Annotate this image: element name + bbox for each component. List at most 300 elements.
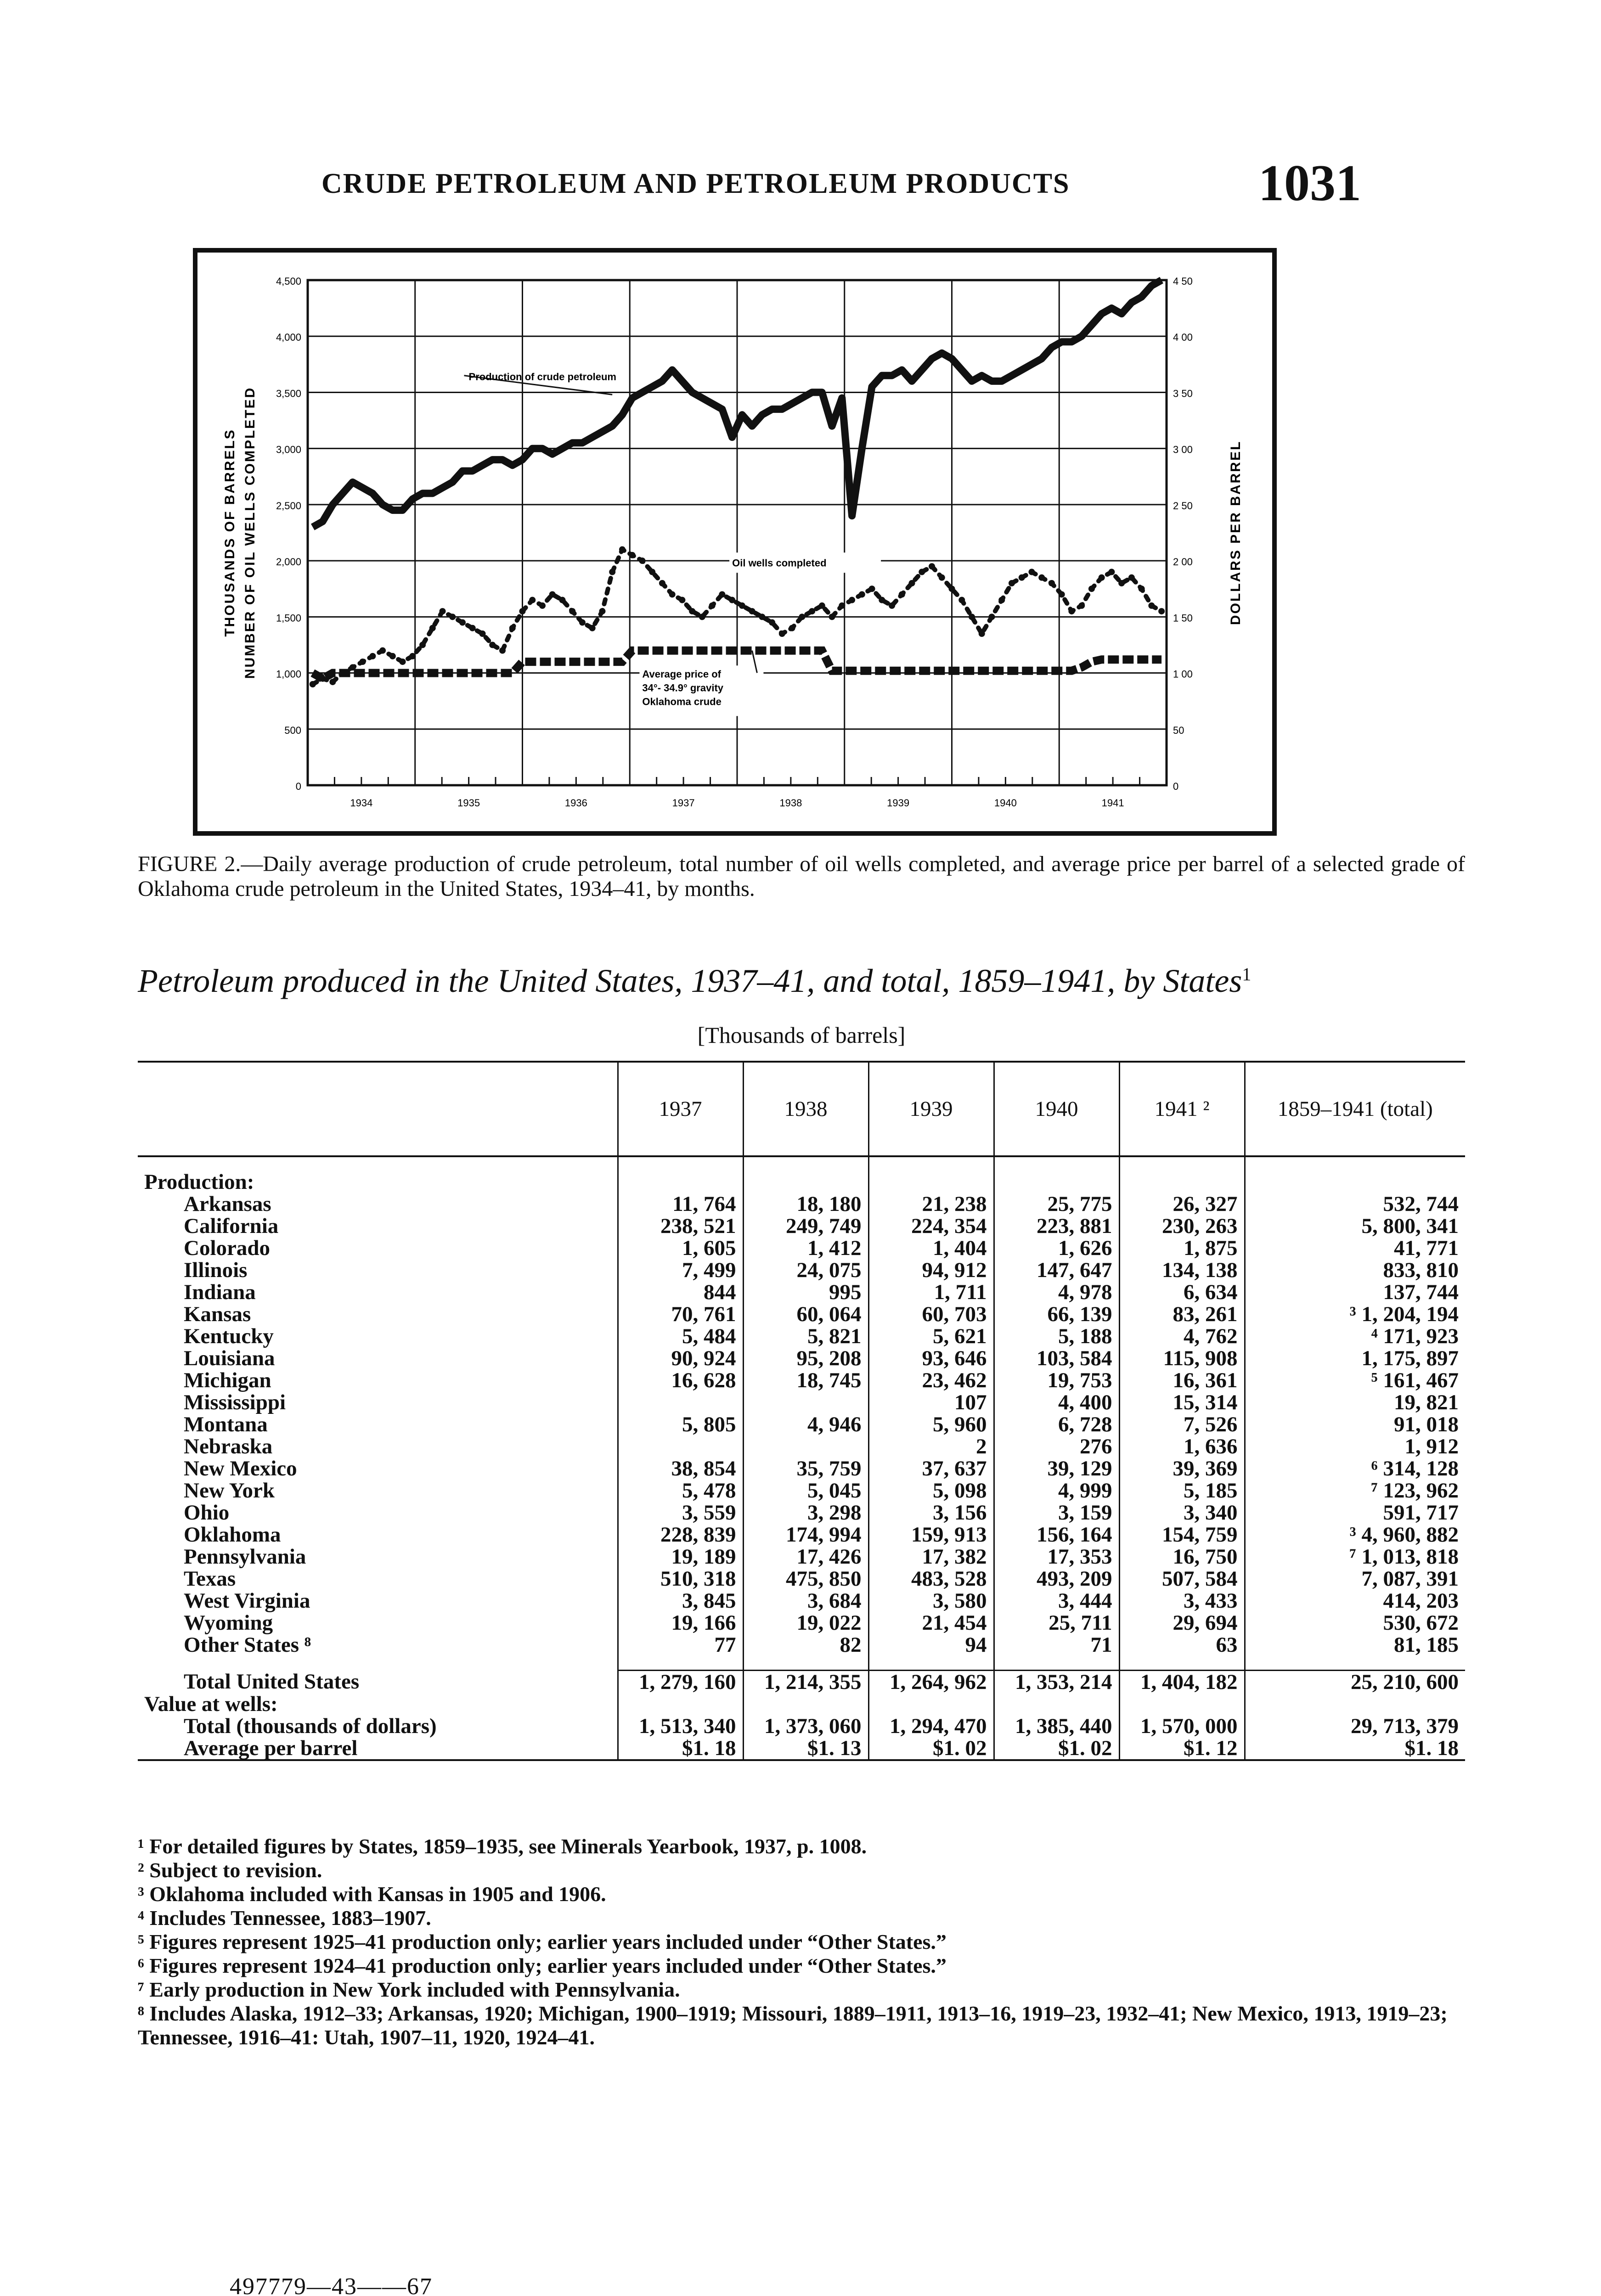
cell-value: 41, 771	[1245, 1237, 1465, 1259]
footnote: ² Subject to revision.	[138, 1858, 322, 1882]
row-label-state: Ohio	[184, 1501, 230, 1525]
series-wells-point	[679, 597, 685, 603]
table-title	[138, 962, 1465, 1000]
left-tick-label: 0	[295, 781, 301, 792]
table-row	[138, 1458, 1465, 1480]
annotation-wells: Oil wells completed	[732, 557, 827, 569]
table-row	[138, 1480, 1465, 1502]
cell-value: 19, 022	[743, 1612, 868, 1634]
left-tick-label: 4,500	[276, 276, 301, 287]
series-wells-point	[929, 563, 935, 569]
right-tick-label: 2 50	[1173, 500, 1193, 512]
series-wells-point	[609, 569, 615, 575]
series-wells-point	[440, 608, 446, 614]
cell-value: ³ 4, 960, 882	[1245, 1524, 1465, 1546]
series-wells-point	[1139, 585, 1145, 592]
table-row	[138, 1215, 1465, 1237]
series-wells-point	[1059, 591, 1065, 597]
table-row	[138, 1546, 1465, 1568]
cell-value: ³ 1, 204, 194	[1245, 1303, 1465, 1325]
series-wells-point	[649, 569, 655, 575]
series-wells-point	[889, 602, 895, 609]
cell-value: 530, 672	[1245, 1612, 1465, 1634]
cell-value: ⁷ 123, 962	[1245, 1480, 1465, 1502]
series-wells-point	[559, 597, 565, 603]
row-label-state: Mississippi	[184, 1390, 286, 1414]
cell-value: 475, 850	[743, 1568, 868, 1590]
footnote: ⁵ Figures represent 1925–41 production only; earlier years included under “Other States.”	[138, 1930, 947, 1953]
cell-value: 1, 279, 160	[618, 1671, 743, 1694]
cell-value: 60, 703	[868, 1303, 994, 1325]
cell-value: 17, 382	[868, 1546, 994, 1568]
left-tick-label: 2,500	[276, 500, 301, 512]
cell-value: 1, 912	[1245, 1435, 1465, 1458]
cell-value: 249, 749	[743, 1215, 868, 1237]
series-wells-point	[1118, 580, 1125, 586]
row-label-state: Nebraska	[184, 1435, 273, 1458]
series-wells-point	[779, 630, 785, 637]
cell-value: 4, 999	[994, 1480, 1119, 1502]
table-unit: [Thousands of barrels]	[697, 1022, 906, 1048]
series-wells-point	[459, 619, 466, 626]
series-wells-point	[1068, 608, 1075, 614]
cell-value: 4, 978	[994, 1281, 1119, 1303]
left-tick-label: 1,500	[276, 612, 301, 624]
series-wells-point	[409, 653, 416, 659]
header-label-col	[138, 1062, 618, 1156]
right-tick-label: 3 50	[1173, 388, 1193, 400]
cell-value: 94	[868, 1634, 994, 1656]
cell-value: 1, 404, 182	[1119, 1671, 1245, 1694]
series-wells-point	[1158, 608, 1165, 614]
table-row	[138, 1524, 1465, 1546]
total-row	[138, 1671, 1465, 1694]
footnote: ⁴ Includes Tennessee, 1883–1907.	[138, 1906, 431, 1930]
cell-value: $1. 18	[1245, 1737, 1465, 1760]
series-wells-point	[360, 658, 366, 665]
series-wells-point	[1049, 580, 1055, 586]
series-wells-point	[689, 608, 695, 614]
row-label-value-total: Total (thousands of dollars)	[184, 1714, 437, 1738]
row-label-state: Colorado	[184, 1236, 270, 1260]
series-wells-point	[749, 608, 755, 614]
left-tick-label: 1,000	[276, 668, 301, 680]
header-col-1940: 1940	[994, 1062, 1119, 1156]
section-label-production: Production:	[144, 1170, 254, 1194]
cell-value: 995	[743, 1281, 868, 1303]
cell-value: 17, 426	[743, 1546, 868, 1568]
table-row	[138, 1193, 1465, 1215]
row-label-state: Arkansas	[184, 1192, 271, 1216]
series-wells-point	[499, 647, 506, 654]
cell-value: 174, 994	[743, 1524, 868, 1546]
cell-value: 29, 694	[1119, 1612, 1245, 1634]
cell-value	[618, 1391, 743, 1413]
series-wells-point	[699, 613, 705, 620]
cell-value: 833, 810	[1245, 1259, 1465, 1281]
value-section-row	[138, 1693, 1465, 1715]
cell-value: 1, 875	[1119, 1237, 1245, 1259]
cell-value: 5, 185	[1119, 1480, 1245, 1502]
cell-value: 107	[868, 1391, 994, 1413]
cell-value: 238, 521	[618, 1215, 743, 1237]
row-label-state: Montana	[184, 1412, 268, 1436]
cell-value: 15, 314	[1119, 1391, 1245, 1413]
cell-value: 134, 138	[1119, 1259, 1245, 1281]
cell-value: 156, 164	[994, 1524, 1119, 1546]
cell-value: 7, 499	[618, 1259, 743, 1281]
cell-value: 159, 913	[868, 1524, 994, 1546]
series-wells-point	[709, 602, 716, 609]
cell-value: 844	[618, 1281, 743, 1303]
cell-value: 230, 263	[1119, 1215, 1245, 1237]
cell-value: 29, 713, 379	[1245, 1715, 1465, 1737]
cell-value: 24, 075	[743, 1259, 868, 1281]
cell-value: 16, 361	[1119, 1369, 1245, 1391]
table-body	[138, 1156, 1465, 1760]
cell-value: 63	[1119, 1634, 1245, 1656]
table-title-footnote-ref: 1	[1242, 964, 1251, 985]
series-wells-point	[869, 585, 875, 592]
footnotes	[138, 1835, 1465, 2049]
left-axis-label-2: NUMBER OF OIL WELLS COMPLETED	[242, 386, 258, 679]
cell-value: 1, 605	[618, 1237, 743, 1259]
cell-value: 94, 912	[868, 1259, 994, 1281]
series-wells-point	[519, 608, 526, 614]
series-wells-point	[369, 653, 376, 659]
section-row	[138, 1171, 1465, 1193]
value-total-row	[138, 1715, 1465, 1737]
series-wells-point	[619, 546, 626, 553]
footnote: ¹ For detailed figures by States, 1859–1935, see Minerals Yearbook, 1937, p. 1008.	[138, 1835, 867, 1858]
series-wells-point	[909, 580, 915, 586]
series-wells-point	[1009, 580, 1015, 586]
cell-value: 4, 762	[1119, 1325, 1245, 1347]
row-label-state: Oklahoma	[184, 1523, 281, 1547]
series-wells-point	[739, 602, 745, 609]
cell-value: 3, 444	[994, 1590, 1119, 1612]
series-wells-point	[529, 597, 536, 603]
cell-value: 1, 711	[868, 1281, 994, 1303]
cell-value: 39, 369	[1119, 1458, 1245, 1480]
table-row	[138, 1391, 1465, 1413]
series-wells-point	[759, 613, 765, 620]
annotation-price-line: Average price of	[642, 668, 722, 680]
cell-value: 154, 759	[1119, 1524, 1245, 1546]
cell-value: 39, 129	[994, 1458, 1119, 1480]
cell-value: 71	[994, 1634, 1119, 1656]
table-title-text: Petroleum produced in the United States, 1937–41, and total, 1859–1941, by States	[138, 962, 1242, 999]
series-wells-point	[579, 619, 586, 626]
cell-value: 83, 261	[1119, 1303, 1245, 1325]
series-wells-point	[509, 625, 516, 631]
cell-value: 95, 208	[743, 1347, 868, 1369]
series-wells-point	[789, 625, 795, 631]
row-label-state: Other States ⁸	[184, 1633, 311, 1657]
row-label-state: Texas	[184, 1567, 236, 1591]
cell-value: 19, 821	[1245, 1391, 1465, 1413]
table-row	[138, 1303, 1465, 1325]
series-wells-point	[958, 597, 965, 603]
cell-value: 3, 433	[1119, 1590, 1245, 1612]
cell-value: 3, 159	[994, 1502, 1119, 1524]
row-label-state: Kansas	[184, 1302, 251, 1326]
table-row	[138, 1612, 1465, 1634]
running-header-title: CRUDE PETROLEUM AND PETROLEUM PRODUCTS	[321, 168, 1070, 199]
cell-value: 5, 800, 341	[1245, 1215, 1465, 1237]
series-wells-point	[639, 557, 645, 564]
cell-value: $1. 12	[1119, 1737, 1245, 1760]
cell-value: 115, 908	[1119, 1347, 1245, 1369]
cell-value: 3, 845	[618, 1590, 743, 1612]
series-wells-point	[949, 585, 955, 592]
cell-value: 1, 513, 340	[618, 1715, 743, 1737]
series-wells-point	[310, 681, 316, 687]
cell-value: ⁷ 1, 013, 818	[1245, 1546, 1465, 1568]
cell-value: 11, 764	[618, 1193, 743, 1215]
cell-value: 93, 646	[868, 1347, 994, 1369]
series-wells-point	[1088, 585, 1095, 592]
series-wells-point	[449, 613, 456, 620]
left-tick-label: 2,000	[276, 556, 301, 568]
cell-value: 19, 166	[618, 1612, 743, 1634]
x-tick-label: 1939	[887, 797, 910, 809]
production-table	[138, 1061, 1465, 1761]
cell-value: 493, 209	[994, 1568, 1119, 1590]
row-label-state: Illinois	[184, 1258, 248, 1282]
cell-value: 16, 628	[618, 1369, 743, 1391]
cell-value	[743, 1435, 868, 1458]
row-label-state: Indiana	[184, 1280, 256, 1304]
header-col-1938: 1938	[743, 1062, 868, 1156]
cell-value: $1. 02	[994, 1737, 1119, 1760]
cell-value: 18, 180	[743, 1193, 868, 1215]
row-label-state: Pennsylvania	[184, 1545, 306, 1569]
series-wells-point	[1099, 574, 1105, 581]
cell-value: $1. 13	[743, 1737, 868, 1760]
cell-value: 5, 960	[868, 1413, 994, 1435]
right-tick-label: 2 00	[1173, 556, 1193, 568]
table-row	[138, 1435, 1465, 1458]
cell-value: 19, 753	[994, 1369, 1119, 1391]
cell-value: 3, 684	[743, 1590, 868, 1612]
series-wells-point	[919, 569, 925, 575]
series-wells-point	[849, 597, 855, 603]
cell-value: 1, 373, 060	[743, 1715, 868, 1737]
left-tick-label: 4,000	[276, 332, 301, 343]
footnote: ⁸ Includes Alaska, 1912–33; Arkansas, 1920; Michigan, 1900–1919; Missouri, 1889–1911, 1913–16, 1919–23, 1932–41; New Mexico, 1913, 1919–23; Tennessee, 1916–41: Utah, 1907–11, 1920, 1924–41.	[138, 2002, 1448, 2049]
cell-value: 1, 385, 440	[994, 1715, 1119, 1737]
cell-value: 35, 759	[743, 1458, 868, 1480]
series-wells-point	[389, 653, 396, 659]
row-label-state: New Mexico	[184, 1457, 297, 1480]
cell-value: 147, 647	[994, 1259, 1119, 1281]
cell-value: 1, 412	[743, 1237, 868, 1259]
cell-value: 2	[868, 1435, 994, 1458]
annotation-price	[642, 668, 723, 707]
avg-row	[138, 1737, 1465, 1760]
right-tick-label: 4 50	[1173, 276, 1193, 287]
annotation-production: Production of crude petroleum	[468, 371, 616, 383]
cell-value: 1, 570, 000	[1119, 1715, 1245, 1737]
cell-value: 25, 711	[994, 1612, 1119, 1634]
series-wells-point	[899, 591, 905, 597]
x-tick-label: 1941	[1101, 797, 1124, 809]
cell-value: 5, 098	[868, 1480, 994, 1502]
cell-value: 21, 454	[868, 1612, 994, 1634]
cell-value: 1, 214, 355	[743, 1671, 868, 1694]
table-row	[138, 1590, 1465, 1612]
series-wells-point	[988, 613, 995, 620]
cell-value: 5, 478	[618, 1480, 743, 1502]
table-row	[138, 1325, 1465, 1347]
left-tick-label: 3,000	[276, 444, 301, 456]
cell-value: 483, 528	[868, 1568, 994, 1590]
cell-value: 82	[743, 1634, 868, 1656]
cell-value: 507, 584	[1119, 1568, 1245, 1590]
footnote: ⁶ Figures represent 1924–41 production only; earlier years included under “Other States.”	[138, 1954, 947, 1977]
series-wells-point	[669, 591, 676, 597]
row-label-avg: Average per barrel	[184, 1736, 358, 1760]
annotation-price-line: Oklahoma crude	[642, 696, 722, 708]
series-wells-point	[379, 647, 386, 654]
series-wells-point	[629, 552, 636, 558]
series-wells-point	[539, 602, 546, 609]
table-row	[138, 1259, 1465, 1281]
cell-value: 25, 775	[994, 1193, 1119, 1215]
cell-value: 224, 354	[868, 1215, 994, 1237]
cell-value: 90, 924	[618, 1347, 743, 1369]
series-wells-point	[829, 613, 835, 620]
cell-value: 70, 761	[618, 1303, 743, 1325]
x-tick-label: 1936	[564, 797, 587, 809]
series-wells-point	[879, 597, 885, 603]
cell-value: ⁶ 314, 128	[1245, 1458, 1465, 1480]
cell-value: 81, 185	[1245, 1634, 1465, 1656]
cell-value: $1. 18	[618, 1737, 743, 1760]
left-tick-label: 3,500	[276, 388, 301, 400]
series-wells-point	[329, 679, 336, 685]
cell-value: 7, 087, 391	[1245, 1568, 1465, 1590]
table-row	[138, 1281, 1465, 1303]
series-wells-point	[659, 580, 665, 586]
row-label-state: Kentucky	[184, 1324, 274, 1348]
series-wells-point	[979, 630, 985, 637]
series-wells-point	[719, 591, 725, 597]
cell-value: 5, 621	[868, 1325, 994, 1347]
cell-value: 3, 559	[618, 1502, 743, 1524]
cell-value: ⁴ 171, 923	[1245, 1325, 1465, 1347]
row-label-total: Total United States	[184, 1670, 360, 1694]
right-axis-label: DOLLARS PER BARREL	[1228, 440, 1243, 625]
cell-value	[618, 1435, 743, 1458]
row-label-state: California	[184, 1214, 279, 1238]
footnote: ³ Oklahoma included with Kansas in 1905 and 1906.	[138, 1882, 606, 1906]
series-wells-point	[1019, 574, 1025, 581]
series-wells-point	[1078, 602, 1085, 609]
header-col-1937: 1937	[618, 1062, 743, 1156]
series-wells-point	[549, 591, 556, 597]
cell-value: 5, 821	[743, 1325, 868, 1347]
annotation-price-line: 34°- 34.9° gravity	[642, 682, 724, 694]
series-wells-point	[998, 597, 1005, 603]
cell-value: 3, 580	[868, 1590, 994, 1612]
series-wells-point	[819, 602, 825, 609]
cell-value: 5, 805	[618, 1413, 743, 1435]
figure-caption: FIGURE 2.—Daily average production of crude petroleum, total number of oil wells completed, and average price per barrel of a selected grade of Oklahoma crude petroleum in the United States, 1934–41, by months.	[138, 852, 1465, 901]
series-wells-point	[799, 613, 805, 620]
cell-value: 6, 634	[1119, 1281, 1245, 1303]
series-wells-point	[479, 630, 486, 637]
row-label-state: Wyoming	[184, 1611, 273, 1635]
cell-value: 5, 188	[994, 1325, 1119, 1347]
cell-value: 1, 175, 897	[1245, 1347, 1465, 1369]
series-wells-point	[969, 613, 975, 620]
row-label-state: New York	[184, 1479, 275, 1503]
row-label-value: Value at wells:	[144, 1692, 278, 1716]
row-label-state: West Virginia	[184, 1589, 310, 1613]
cell-value: 38, 854	[618, 1458, 743, 1480]
cell-value: 532, 744	[1245, 1193, 1465, 1215]
cell-value: 91, 018	[1245, 1413, 1465, 1435]
cell-value: 19, 189	[618, 1546, 743, 1568]
right-tick-label: 0	[1173, 781, 1179, 792]
cell-value: 510, 318	[618, 1568, 743, 1590]
left-tick-label: 500	[284, 724, 301, 736]
series-wells-point	[729, 597, 735, 603]
cell-value: 5, 045	[743, 1480, 868, 1502]
cell-value: 1, 264, 962	[868, 1671, 994, 1694]
print-code: 497779—43——67	[230, 2273, 433, 2296]
cell-value: 591, 717	[1245, 1502, 1465, 1524]
table-row	[138, 1413, 1465, 1435]
series-wells-point	[1148, 602, 1155, 609]
series-wells-point	[400, 658, 406, 665]
series-wells-point	[489, 642, 496, 648]
series-wells-point	[429, 625, 436, 631]
series-wells-point	[939, 574, 945, 581]
left-axis-label-1: THOUSANDS OF BARRELS	[222, 428, 237, 637]
header-col-total: 1859–1941 (total)	[1245, 1062, 1465, 1156]
cell-value: 1, 636	[1119, 1435, 1245, 1458]
cell-value: 1, 626	[994, 1237, 1119, 1259]
table-row	[138, 1634, 1465, 1656]
cell-value: 5, 484	[618, 1325, 743, 1347]
header-col-1941: 1941 ²	[1119, 1062, 1245, 1156]
series-wells-point	[809, 608, 815, 614]
cell-value: 25, 210, 600	[1245, 1671, 1465, 1694]
cell-value: 103, 584	[994, 1347, 1119, 1369]
cell-value: 37, 637	[868, 1458, 994, 1480]
series-wells-point	[1038, 574, 1045, 581]
series-wells-point	[469, 625, 476, 631]
cell-value: 17, 353	[994, 1546, 1119, 1568]
cell-value: 6, 728	[994, 1413, 1119, 1435]
right-tick-label: 1 50	[1173, 612, 1193, 624]
x-tick-label: 1934	[350, 797, 373, 809]
cell-value: 3, 156	[868, 1502, 994, 1524]
table-row	[138, 1502, 1465, 1524]
series-wells-point	[859, 591, 865, 597]
cell-value: 228, 839	[618, 1524, 743, 1546]
footnote: ⁷ Early production in New York included with Pennsylvania.	[138, 1978, 680, 2001]
table-row	[138, 1237, 1465, 1259]
row-label-state: Louisiana	[184, 1346, 275, 1370]
series-wells-point	[769, 619, 775, 626]
page-number: 1031	[1258, 155, 1361, 212]
x-tick-label: 1940	[994, 797, 1017, 809]
x-tick-label: 1938	[779, 797, 802, 809]
